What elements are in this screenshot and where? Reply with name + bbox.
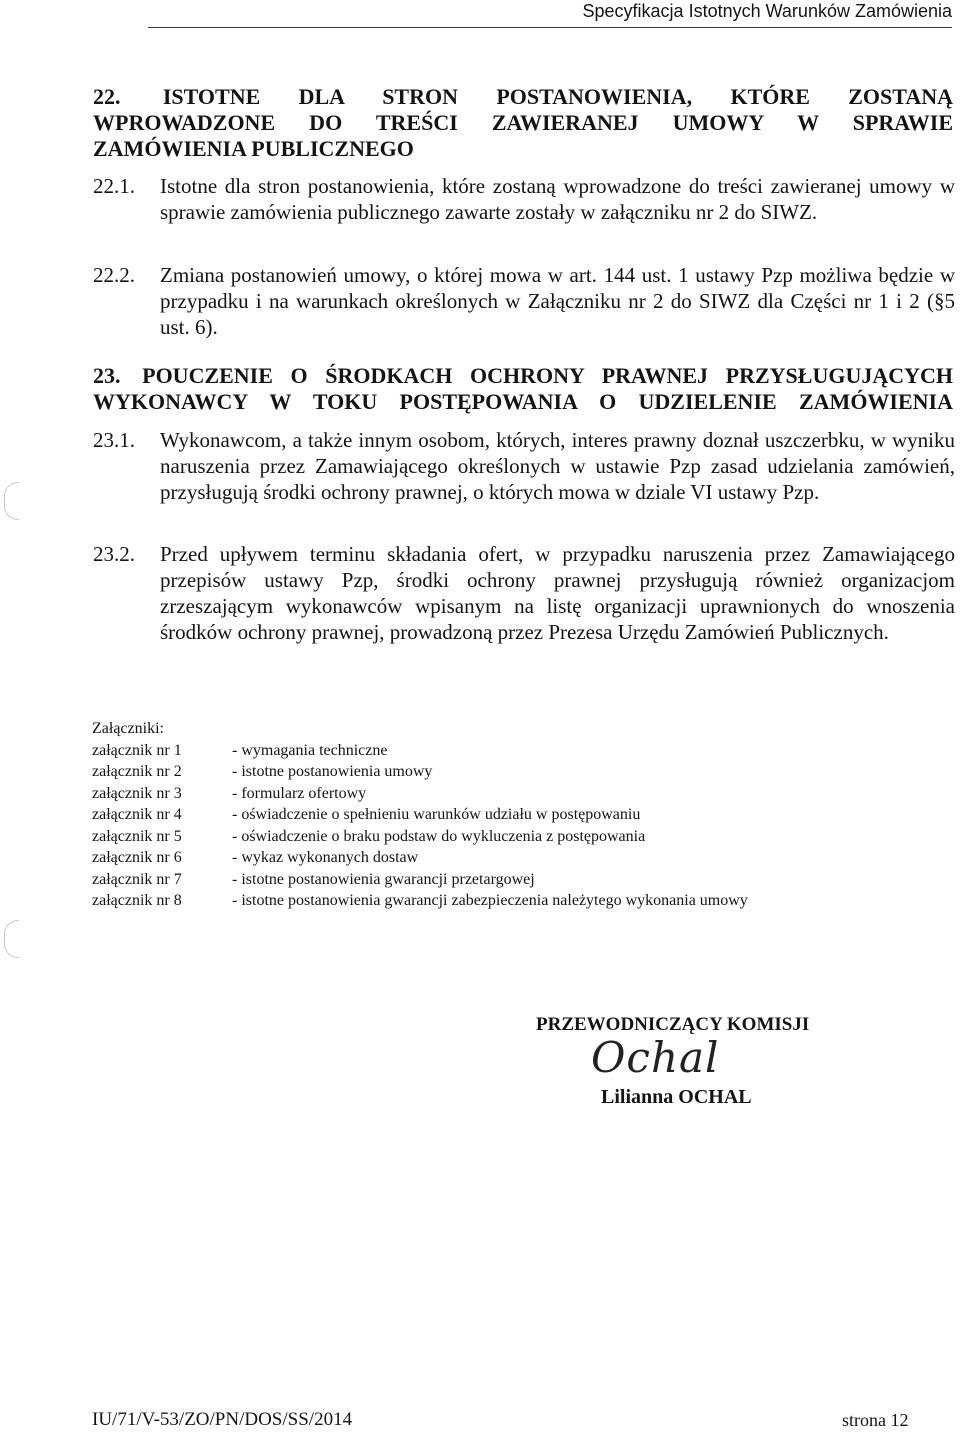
- annex-label: załącznik nr 2: [92, 763, 182, 780]
- annex-description: - oświadczenie o spełnieniu warunków udziału w postępowaniu: [232, 806, 641, 823]
- annex-description: - wymagania techniczne: [232, 741, 388, 759]
- annex-description: - oświadczenie o braku podstaw do wykluczenia z postępowania: [232, 827, 646, 845]
- annex-description: - istotne postanowienia gwarancji przetargowej: [232, 870, 535, 888]
- annex-row: [92, 890, 748, 912]
- signature-block: [536, 1013, 846, 1108]
- section-22-title-line: WPROWADZONE DO TREŚCI ZAWIERANEJ UMOWY W SPRAWIE: [93, 110, 953, 135]
- section-22-title-line: ZAMÓWIENIA PUBLICZNEGO: [93, 136, 414, 161]
- annex-label: załącznik nr 3: [92, 784, 182, 802]
- clause-number: 22.2.: [93, 263, 135, 287]
- annex-row: [92, 826, 646, 848]
- annex-label: załącznik nr 8: [92, 892, 182, 909]
- section-23-title-line: 23. POUCZENIE O ŚRODKACH OCHRONY PRAWNEJ PRZYSŁUGUJĄCYCH: [93, 363, 953, 388]
- annex-row: [92, 740, 388, 762]
- clause-number: 23.1.: [93, 428, 135, 452]
- annex-row: [92, 869, 535, 891]
- clause-text: Przed upływem terminu składania ofert, w przypadku naruszenia przez Zamawiającego przepisów ustawy Pzp, środki ochrony prawnej przysługują również organizacjom zrzeszającym wykonawców wpisanym na listę organizacji uprawnionych do wnoszenia środków ochrony prawnej, prowadzoną przez Prezesa Urzędu Zamówień Publicznych.: [160, 542, 955, 644]
- annex-label: załącznik nr 6: [92, 849, 182, 866]
- signatory-role: PRZEWODNICZĄCY KOMISJI: [536, 1014, 810, 1035]
- annex-label: załącznik nr 4: [92, 806, 182, 823]
- document-reference: IU/71/V-53/ZO/PN/DOS/SS/2014: [92, 1409, 353, 1430]
- annex-description: - wykaz wykonanych dostaw: [232, 849, 419, 866]
- handwritten-signature: Ochal: [591, 1033, 720, 1082]
- annex-row: [92, 783, 367, 805]
- annex-row: [92, 847, 419, 869]
- clause-23-1: [93, 427, 955, 505]
- clause-23-2: [93, 541, 955, 645]
- section-number: 22.: [93, 84, 121, 109]
- annex-description: - istotne postanowienia umowy: [232, 763, 433, 780]
- clause-number: 22.1.: [93, 174, 135, 198]
- annex-row: [92, 804, 641, 826]
- clause-text: Zmiana postanowień umowy, o której mowa w art. 144 ust. 1 ustawy Pzp możliwa będzie w przypadku i na warunkach określonych w Załączniku nr 2 do SIWZ dla Części nr 1 i 2 (§5 ust. 6).: [160, 263, 955, 339]
- clause-22-1: [93, 173, 955, 225]
- annex-label: załącznik nr 5: [92, 827, 182, 845]
- scan-punch-hole-mark: [4, 482, 19, 520]
- clause-22-2: [93, 262, 955, 340]
- section-number: 23.: [93, 363, 121, 388]
- section-22-heading: [93, 84, 953, 162]
- annex-label: załącznik nr 1: [92, 741, 182, 759]
- header-divider: [148, 27, 952, 28]
- page-number: strona 12: [842, 1410, 909, 1430]
- clause-number: 23.2.: [93, 542, 135, 566]
- clause-text: Wykonawcom, a także innym osobom, których, interes prawny doznał uszczerbku, w wyniku naruszenia przez Zamawiającego określonych w ustawie Pzp zasad udzielania zamówień, przysługują środki ochrony prawnej, o których mowa w dziale VI ustawy Pzp.: [160, 428, 955, 504]
- annex-list: [92, 718, 748, 912]
- section-23-title-line: WYKONAWCY W TOKU POSTĘPOWANIA O UDZIELENIE ZAMÓWIENIA: [93, 389, 953, 414]
- signatory-name: Lilianna OCHAL: [601, 1086, 752, 1108]
- annex-description: - formularz ofertowy: [232, 784, 367, 802]
- section-22-title-line: 22. ISTOTNE DLA STRON POSTANOWIENIA, KTÓRE ZOSTANĄ: [93, 84, 953, 109]
- annex-label: załącznik nr 7: [92, 870, 182, 888]
- clause-text: Istotne dla stron postanowienia, które zostaną wprowadzone do treści zawieranej umowy w sprawie zamówienia publicznego zawarte zostały w załączniku nr 2 do SIWZ.: [160, 174, 955, 224]
- annex-heading: Załączniki:: [92, 720, 164, 737]
- scan-punch-hole-mark: [4, 920, 19, 958]
- section-23-heading: [93, 363, 953, 415]
- running-header-title: Specyfikacja Istotnych Warunków Zamówienia: [582, 1, 952, 21]
- annex-description: - istotne postanowienia gwarancji zabezpieczenia należytego wykonania umowy: [232, 892, 748, 909]
- annex-row: [92, 761, 433, 783]
